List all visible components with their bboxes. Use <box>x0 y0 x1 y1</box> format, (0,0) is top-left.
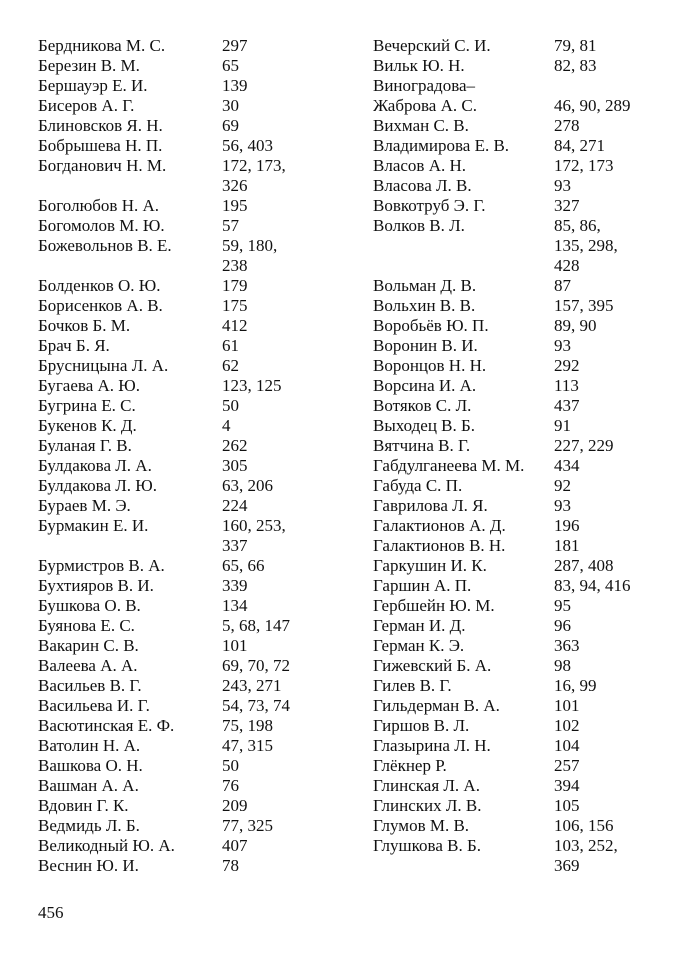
page-references: 79, 81 <box>554 36 597 55</box>
author-name: Габуда С. П. <box>373 476 463 495</box>
author-name: Вечерский С. И. <box>373 36 491 55</box>
index-entry <box>38 776 348 796</box>
page-references: 85, 86, 135, 298, 428 <box>554 216 618 275</box>
index-entry <box>373 596 673 616</box>
index-entry <box>373 456 673 476</box>
index-entry <box>373 776 673 796</box>
index-entry <box>373 36 673 56</box>
author-name: Власов А. Н. <box>373 156 466 175</box>
index-entry <box>373 356 673 376</box>
page-references: 76 <box>222 776 239 795</box>
page-references: 5, 68, 147 <box>222 616 290 635</box>
author-name: Булдакова Л. Ю. <box>38 476 158 495</box>
page-references: 93 <box>554 496 571 515</box>
index-entry <box>38 396 348 416</box>
page-references: 91 <box>554 416 571 435</box>
index-entry <box>38 836 348 856</box>
index-entry <box>373 616 673 636</box>
index-entry <box>373 656 673 676</box>
author-name: Бершауэр Е. И. <box>38 76 148 95</box>
index-entry <box>38 476 348 496</box>
page-references: 106, 156 <box>554 816 614 835</box>
author-name: Габдулганеева М. М. <box>373 456 525 475</box>
page-references: 95 <box>554 596 571 615</box>
index-entry <box>373 56 673 76</box>
index-entry <box>373 696 673 716</box>
page-references: 123, 125 <box>222 376 282 395</box>
index-entry <box>38 316 348 336</box>
author-name: Герман И. Д. <box>373 616 466 635</box>
page-references: 339 <box>222 576 248 595</box>
index-entry <box>373 416 673 436</box>
index-entry <box>38 736 348 756</box>
page-references: 278 <box>554 116 580 135</box>
author-name: Вашкова О. Н. <box>38 756 143 775</box>
page-references: 394 <box>554 776 580 795</box>
page-references: 75, 198 <box>222 716 273 735</box>
page-references: 56, 403 <box>222 136 273 155</box>
author-name: Воронин В. И. <box>373 336 478 355</box>
author-name: Вильк Ю. Н. <box>373 56 465 75</box>
index-entry <box>373 716 673 736</box>
index-entry <box>373 156 673 176</box>
author-name: Бердникова М. С. <box>38 36 166 55</box>
page-references: 139 <box>222 76 248 95</box>
page-references: 101 <box>222 636 248 655</box>
author-name: Вольхин В. В. <box>373 296 476 315</box>
author-name: Бушкова О. В. <box>38 596 141 615</box>
author-name: Брач Б. Я. <box>38 336 110 355</box>
author-name: Веснин Ю. И. <box>38 856 139 875</box>
index-entry <box>373 316 673 336</box>
author-name: Галактионов В. Н. <box>373 536 506 555</box>
page-references: 46, 90, 289 <box>554 96 631 115</box>
index-entry <box>38 656 348 676</box>
index-entry <box>373 136 673 156</box>
index-entry <box>38 856 348 876</box>
page-references: 89, 90 <box>554 316 597 335</box>
index-entry <box>38 796 348 816</box>
page-references: 297 <box>222 36 248 55</box>
page-references: 305 <box>222 456 248 475</box>
author-name: Глумов М. В. <box>373 816 470 835</box>
index-entry <box>38 96 348 116</box>
index-entry <box>38 36 348 56</box>
page-references: 179 <box>222 276 248 295</box>
author-name: Гилев В. Г. <box>373 676 452 695</box>
index-entry <box>373 816 673 836</box>
author-name: Буланая Г. В. <box>38 436 132 455</box>
page-references: 92 <box>554 476 571 495</box>
author-name: Бочков Б. М. <box>38 316 131 335</box>
author-name: Брусницына Л. А. <box>38 356 169 375</box>
index-entry <box>373 216 673 276</box>
page-references: 59, 180, 238 <box>222 236 278 275</box>
author-name: Воробьёв Ю. П. <box>373 316 489 335</box>
author-name: Ворсина И. А. <box>373 376 477 395</box>
page-references: 172, 173, 326 <box>222 156 286 195</box>
author-name: Бухтияров В. И. <box>38 576 154 595</box>
author-name: Ведмидь Л. Б. <box>38 816 140 835</box>
index-entry <box>38 676 348 696</box>
author-name: Березин В. М. <box>38 56 140 75</box>
index-entry <box>373 296 673 316</box>
page-references: 437 <box>554 396 580 415</box>
index-entry <box>38 716 348 736</box>
page-number: 456 <box>38 903 64 922</box>
author-name: Вотяков С. Л. <box>373 396 472 415</box>
page-references: 62 <box>222 356 239 375</box>
author-name: Борисенков А. В. <box>38 296 163 315</box>
page-references: 4 <box>222 416 231 435</box>
author-name: Глазырина Л. Н. <box>373 736 491 755</box>
author-name: Бурмакин Е. И. <box>38 516 149 535</box>
page-references: 96 <box>554 616 571 635</box>
author-name: Воронцов Н. Н. <box>373 356 487 375</box>
page-references: 224 <box>222 496 248 515</box>
author-name: Божевольнов В. Е. <box>38 236 172 255</box>
author-name: Власова Л. В. <box>373 176 472 195</box>
index-entry <box>38 616 348 636</box>
author-name: Вакарин С. В. <box>38 636 139 655</box>
page-references: 160, 253, 337 <box>222 516 286 555</box>
page-references: 227, 229 <box>554 436 614 455</box>
page-references: 101 <box>554 696 580 715</box>
page-references: 47, 315 <box>222 736 273 755</box>
page-references: 292 <box>554 356 580 375</box>
author-name: Гербшейн Ю. М. <box>373 596 495 615</box>
page-references: 82, 83 <box>554 56 597 75</box>
author-name: Глинская Л. А. <box>373 776 480 795</box>
page-references: 243, 271 <box>222 676 282 695</box>
page-references: 157, 395 <box>554 296 614 315</box>
index-entry <box>373 396 673 416</box>
page-references: 93 <box>554 336 571 355</box>
index-entry <box>38 596 348 616</box>
index-column-right <box>373 36 673 876</box>
author-name: Бугрина Е. С. <box>38 396 136 415</box>
index-entry <box>373 196 673 216</box>
author-name: Вовкотруб Э. Г. <box>373 196 486 215</box>
index-entry <box>38 376 348 396</box>
page-references: 65, 66 <box>222 556 265 575</box>
author-name: Бобрышева Н. П. <box>38 136 163 155</box>
author-name: Вольман Д. В. <box>373 276 477 295</box>
page-references: 69 <box>222 116 239 135</box>
page-references: 93 <box>554 176 571 195</box>
page-references: 105 <box>554 796 580 815</box>
page-references: 54, 73, 74 <box>222 696 290 715</box>
page-references: 175 <box>222 296 248 315</box>
author-name: Булдакова Л. А. <box>38 456 152 475</box>
page-references: 65 <box>222 56 239 75</box>
index-entry <box>38 436 348 456</box>
index-entry <box>38 356 348 376</box>
page-references: 87 <box>554 276 571 295</box>
index-entry <box>373 496 673 516</box>
index-entry <box>373 796 673 816</box>
author-name: Богомолов М. Ю. <box>38 216 165 235</box>
index-entry <box>38 156 348 196</box>
page-references: 363 <box>554 636 580 655</box>
page-references: 98 <box>554 656 571 675</box>
author-name: Герман К. Э. <box>373 636 465 655</box>
page-references: 196 <box>554 516 580 535</box>
author-name: Бугаева А. Ю. <box>38 376 140 395</box>
index-entry <box>38 456 348 476</box>
author-name: Валеева А. А. <box>38 656 138 675</box>
index-entry <box>38 336 348 356</box>
page-references: 50 <box>222 756 239 775</box>
index-entry <box>38 576 348 596</box>
author-name: Жаброва А. С. <box>373 96 477 115</box>
index-entry <box>38 216 348 236</box>
index-entry <box>373 556 673 576</box>
index-entry <box>373 276 673 296</box>
author-name: Виноградова– <box>373 76 476 95</box>
author-name: Глинских Л. В. <box>373 796 482 815</box>
index-entry <box>373 516 673 536</box>
page-references: 195 <box>222 196 248 215</box>
index-entry <box>373 536 673 556</box>
page-references: 50 <box>222 396 239 415</box>
index-entry <box>373 576 673 596</box>
index-entry <box>38 296 348 316</box>
index-entry <box>373 676 673 696</box>
page-references: 77, 325 <box>222 816 273 835</box>
author-name: Гильдерман В. А. <box>373 696 500 715</box>
author-name: Бураев М. Э. <box>38 496 131 515</box>
author-name: Бурмистров В. А. <box>38 556 165 575</box>
index-entry <box>373 436 673 456</box>
index-entry <box>373 96 673 116</box>
index-entry <box>373 176 673 196</box>
index-entry <box>373 476 673 496</box>
author-name: Великодный Ю. А. <box>38 836 175 855</box>
page-references: 16, 99 <box>554 676 597 695</box>
page-references: 181 <box>554 536 580 555</box>
page-references: 262 <box>222 436 248 455</box>
page-references: 103, 252, 369 <box>554 836 618 875</box>
author-name: Васильева И. Г. <box>38 696 150 715</box>
author-name: Вдовин Г. К. <box>38 796 129 815</box>
index-entry <box>373 376 673 396</box>
index-entry <box>38 516 348 556</box>
index-entry <box>373 756 673 776</box>
page-references: 30 <box>222 96 239 115</box>
author-name: Болденков О. Ю. <box>38 276 161 295</box>
author-name: Глушкова В. Б. <box>373 836 481 855</box>
author-name: Гаркушин И. К. <box>373 556 487 575</box>
page-references: 61 <box>222 336 239 355</box>
index-entry <box>373 336 673 356</box>
page-references: 84, 271 <box>554 136 605 155</box>
author-name: Бисеров А. Г. <box>38 96 135 115</box>
author-name: Владимирова Е. В. <box>373 136 510 155</box>
author-name: Буянова Е. С. <box>38 616 135 635</box>
page-references: 209 <box>222 796 248 815</box>
author-name: Васильев В. Г. <box>38 676 142 695</box>
index-column-left <box>38 36 348 876</box>
page-references: 172, 173 <box>554 156 614 175</box>
index-entry <box>38 636 348 656</box>
page-references: 57 <box>222 216 239 235</box>
index-entry <box>38 416 348 436</box>
index-entry <box>38 56 348 76</box>
index-entry <box>38 136 348 156</box>
author-name: Галактионов А. Д. <box>373 516 506 535</box>
author-name: Глёкнер Р. <box>373 756 447 775</box>
index-entry <box>38 816 348 836</box>
index-entry <box>38 236 348 276</box>
page-references: 78 <box>222 856 239 875</box>
author-name: Ватолин Н. А. <box>38 736 141 755</box>
page-references: 83, 94, 416 <box>554 576 631 595</box>
author-name: Гаврилова Л. Я. <box>373 496 488 515</box>
page-references: 434 <box>554 456 580 475</box>
page-references: 69, 70, 72 <box>222 656 290 675</box>
author-name: Вятчина В. Г. <box>373 436 471 455</box>
author-name: Букенов К. Д. <box>38 416 137 435</box>
page-references: 412 <box>222 316 248 335</box>
page-references: 63, 206 <box>222 476 273 495</box>
page-references: 407 <box>222 836 248 855</box>
index-entry <box>38 496 348 516</box>
author-name: Выходец В. Б. <box>373 416 476 435</box>
author-name: Вашман А. А. <box>38 776 139 795</box>
author-name: Вихман С. В. <box>373 116 469 135</box>
page-references: 134 <box>222 596 248 615</box>
page-references: 327 <box>554 196 580 215</box>
index-entry <box>373 76 673 96</box>
author-name: Гижевский Б. А. <box>373 656 492 675</box>
index-entry <box>38 76 348 96</box>
index-entry <box>373 836 673 876</box>
index-entry <box>38 556 348 576</box>
index-entry <box>38 696 348 716</box>
index-entry <box>38 196 348 216</box>
page-references: 287, 408 <box>554 556 614 575</box>
author-name: Гаршин А. П. <box>373 576 472 595</box>
author-name: Богданович Н. М. <box>38 156 167 175</box>
index-entry <box>373 116 673 136</box>
author-name: Васютинская Е. Ф. <box>38 716 175 735</box>
page-references: 113 <box>554 376 579 395</box>
page-references: 102 <box>554 716 580 735</box>
author-name: Боголюбов Н. А. <box>38 196 160 215</box>
author-name: Волков В. Л. <box>373 216 465 235</box>
index-entry <box>38 116 348 136</box>
author-name: Гиршов В. Л. <box>373 716 470 735</box>
page-references: 257 <box>554 756 580 775</box>
page-references: 104 <box>554 736 580 755</box>
index-entry <box>373 636 673 656</box>
index-entry <box>373 736 673 756</box>
index-entry <box>38 756 348 776</box>
index-entry <box>38 276 348 296</box>
author-name: Блиновсков Я. Н. <box>38 116 163 135</box>
